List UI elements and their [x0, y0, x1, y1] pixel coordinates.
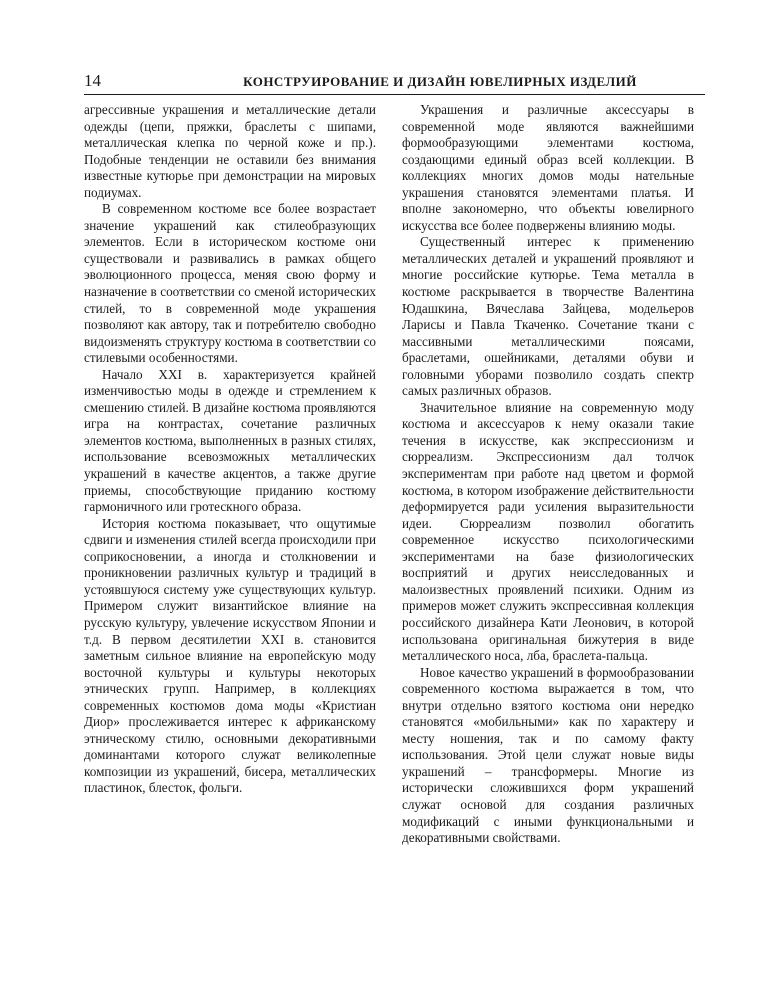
paragraph: Значительное влияние на современную моду костюма и аксессуаров к нему оказали такие течения в искусстве, как экспрессионизм и сюрреализм. Экспрессионизм дал толчок экспериментам при работе над цветом и формой костюма, в котором изображение действительности деформируется ради усиления выразительности идеи. Сюрреализм позволил обогатить современное искусство психологическими экспериментами на базе физиологических восприятий и других неисследованных и малоизвестных проявлений психики. Одним из примеров может служить экспрессивная коллекция российского дизайнера Кати Леонович, в которой использована оригинальная бижутерия в виде металлического носа, лба, браслета-пальца. — [402, 399, 694, 664]
running-title: КОНСТРУИРОВАНИЕ И ДИЗАЙН ЮВЕЛИРНЫХ ИЗДЕЛИЙ — [243, 74, 637, 89]
paragraph: Начало XXI в. характеризуется крайней изменчивостью моды в одежде и стремлением к смешению стилей. В дизайне костюма проявляются игра на контрастах, сочетание различных элементов костюма, выполненных в разных стилях, использование всевозможных металлических украшений в качестве акцентов, а также другие приемы, способствующие приданию костюму гармоничного или гротескного образа. — [84, 366, 376, 515]
paragraph: Новое качество украшений в формообразовании современного костюма выражается в том, что внутри отдельно взятого костюма они нередко становятся «мобильными» как по характеру и месту ношения, так и по самому факту использования. Этой цели служат новые виды украшений – трансформеры. Многие из исторически сложившихся форм украшений служат основой для создания различных модификаций с иными функциональными и декоративными свойствами. — [402, 664, 694, 846]
paragraph: История костюма показывает, что ощутимые сдвиги и изменения стилей всегда происходили при соприкосновении, а иногда и столкновении и проникновении различных культур и традиций в устоявшуюся систему уже существующих культур. Примером служит византийское влияние на русскую культуру, увлечение искусством Японии и т.д. В первом десятилетии XXI в. становится заметным сильное влияние на европейскую моду восточной культуры и культуры некоторых этнических групп. Например, в коллекциях современных костюмов дома моды «Кристиан Диор» прослеживается интерес к африканскому этническому стилю, основными декоративными доминантами которого служат великолепные композиции из украшений, бисера, металлических пластинок, блесток, фольги. — [84, 515, 376, 796]
left-column — [84, 102, 376, 797]
right-column — [402, 102, 694, 847]
paragraph: Существенный интерес к применению металлических деталей и украшений проявляют и многие российские кутюрье. Тема металла в костюме раскрывается в творчестве Валентина Юдашкина, Вячеслава Зайцева, модельеров Ларисы и Павла Ткаченко. Сочетание ткани с массивными металлическими поясами, браслетами, ошейниками, деталями обуви и головными уборами позволило создать спектр самых различных образов. — [402, 234, 694, 399]
paragraph: агрессивные украшения и металлические детали одежды (цепи, пряжки, браслеты с шипами, металлическая клепка по черной коже и пр.). Подобные тенденции не оставили без внимания известные кутюрье при демонстрации на мировых подиумах. — [84, 102, 376, 200]
paragraph: Украшения и различные аксессуары в современной моде являются важнейшими формообразующими элементами костюма, создающими единый образ всей коллекции. В коллекциях многих домов моды нательные украшения становятся элементами платья. И вполне закономерно, что объекты ювелирного искусства все более подвержены влиянию моды. — [402, 102, 694, 233]
header-rule — [84, 94, 705, 95]
paragraph: В современном костюме все более возрастает значение украшений как стилеобразующих элементов. Если в историческом костюме они существовали и развивались в рамках общего эволюционного процесса, меняя свою форму и назначение в соответствии со сменой исторических стилей, то в современной моде украшения позволяют как автору, так и потребителю свободно видоизменять структуру костюма в соответствии со стилевыми особенностями. — [84, 201, 376, 366]
page-number: 14 — [84, 71, 101, 90]
